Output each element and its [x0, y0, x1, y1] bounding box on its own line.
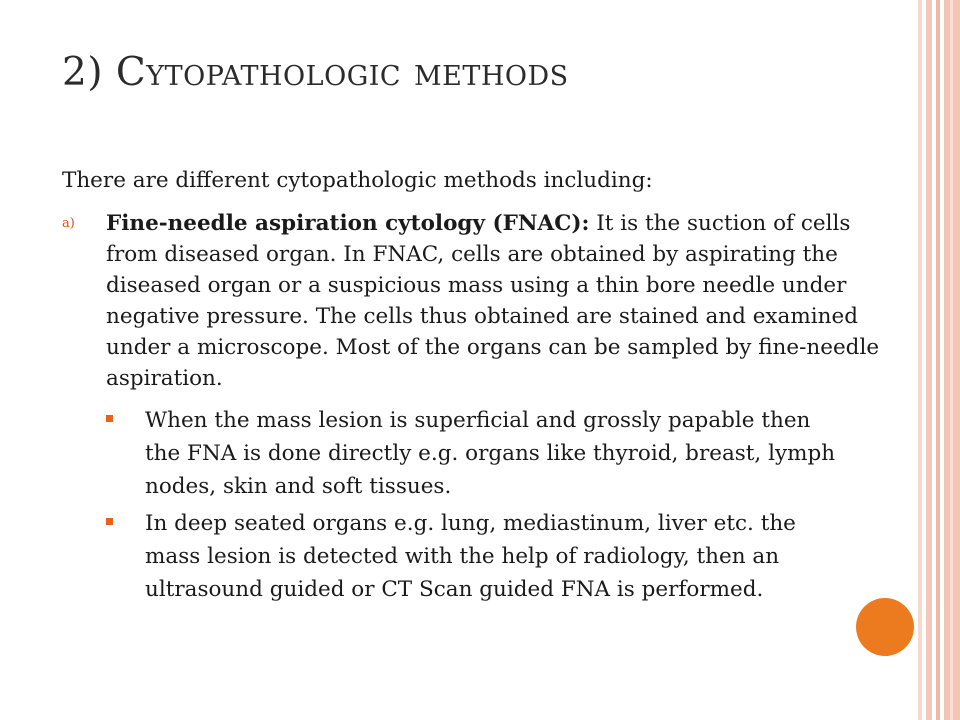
square-bullet-icon: [106, 415, 113, 422]
square-bullet-icon: [106, 518, 113, 525]
list-item-term: Fine-needle aspiration cytology (FNAC):: [106, 211, 590, 236]
decorative-circle: [856, 598, 914, 656]
decorative-stripe: [918, 0, 922, 720]
decorative-stripe: [950, 0, 953, 720]
sub-list-item-text: In deep seated organs e.g. lung, mediastinum, liver etc. the mass lesion is detected with the help of radiology, then an ultrasound guided or CT Scan guided FNA is performed.: [145, 511, 796, 602]
list-marker: a): [62, 216, 75, 231]
intro-text: There are different cytopathologic methods including:: [62, 168, 653, 193]
slide-title: 2) Cytopathologic methods: [62, 50, 569, 95]
list-item-text: It is the suction of cells from diseased organ. In FNAC, cells are obtained by aspirating the diseased organ or a suspicious mass using a thin bore needle under negative pressure. The cells thus obtained are stained and examined under a microscope. Most of the organs can be sampled by fine-needle aspiration.: [106, 211, 880, 391]
decorative-stripe: [936, 0, 940, 720]
decorative-stripe: [926, 0, 932, 720]
sub-list-item-text: When the mass lesion is superficial and grossly papable then the FNA is done directly e.g. organs like thyroid, breast, lymph nodes, skin and soft tissues.: [145, 408, 836, 499]
list-item-body: [106, 208, 906, 394]
